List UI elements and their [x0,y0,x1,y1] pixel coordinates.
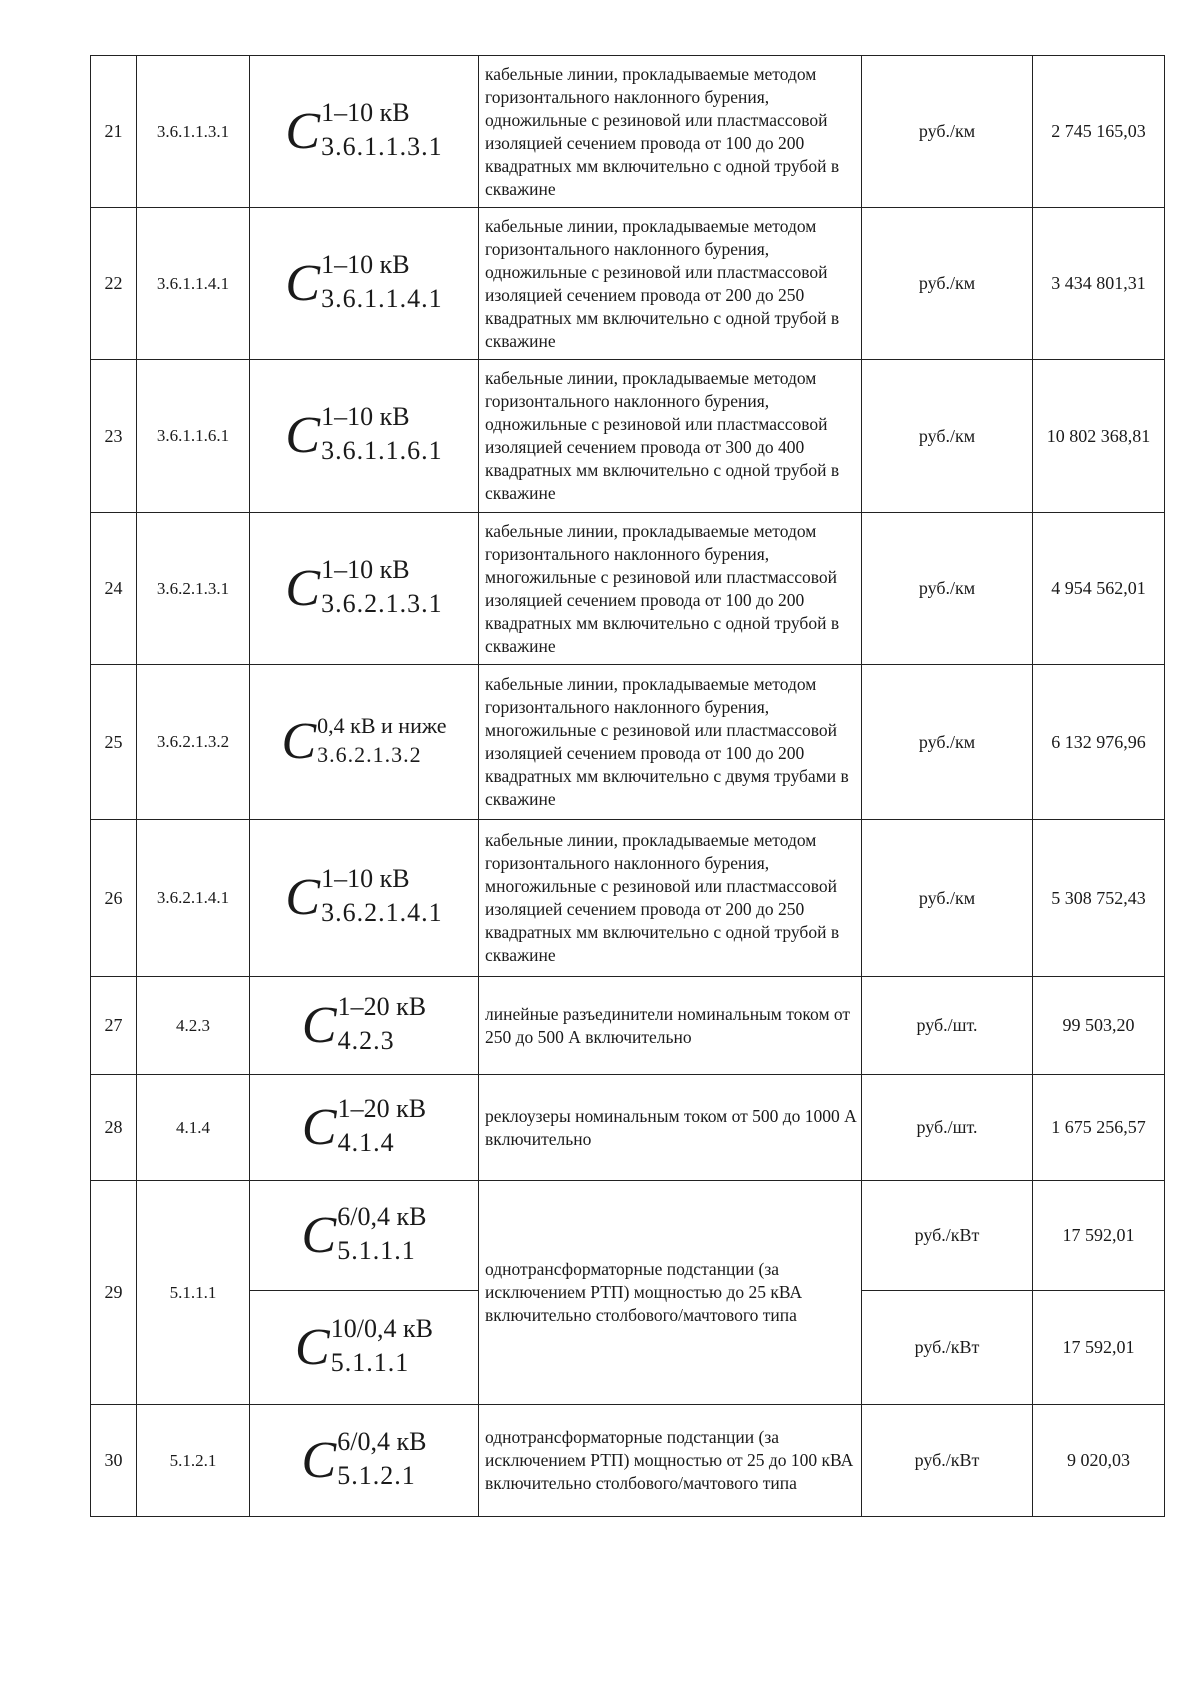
formula-superscript: 0,4 кВ и ниже [317,713,447,738]
unit: руб./км [862,56,1033,208]
row-number: 21 [91,56,137,208]
rate-formula [250,1075,479,1181]
price: 4 954 562,01 [1033,513,1165,665]
price: 5 308 752,43 [1033,820,1165,977]
table-row [91,360,1165,513]
row-number: 29 [91,1181,137,1405]
unit: руб./шт. [862,977,1033,1075]
price: 6 132 976,96 [1033,665,1165,820]
unit: руб./км [862,665,1033,820]
row-number: 22 [91,208,137,360]
unit: руб./кВт [862,1291,1033,1405]
table-row [91,1181,1165,1291]
unit: руб./км [862,360,1033,513]
formula-letter: C [301,996,337,1054]
formula-superscript: 6/0,4 кВ [337,1426,427,1456]
row-number: 28 [91,1075,137,1181]
description: кабельные линии, прокладываемые методом горизонтального наклонного бурения, одножильные с резиновой или пластмассовой изоляцией сечением провода от 300 до 400 квадратных мм включительно с одной трубой в скважине [479,360,862,513]
rate-formula [250,513,479,665]
description: однотрансформаторные подстанции (за исключением РТП) мощностью до 25 кВА включительно столбового/мачтового типа [479,1181,862,1405]
formula-letter: C [301,1206,337,1264]
unit: руб./кВт [862,1405,1033,1517]
table-row [91,56,1165,208]
formula-superscript: 1–10 кВ [321,97,410,127]
rate-code: 4.2.3 [137,977,250,1075]
rate-formula [250,977,479,1075]
formula-letter: C [285,102,321,160]
rate-code: 3.6.2.1.3.2 [137,665,250,820]
formula-subscript: 3.6.2.1.3.2 [317,742,422,767]
table-row [91,820,1165,977]
description: реклоузеры номинальным током от 500 до 1000 А включительно [479,1075,862,1181]
row-number: 24 [91,513,137,665]
table-row [91,208,1165,360]
rate-code: 5.1.2.1 [137,1405,250,1517]
formula-subscript: 3.6.2.1.4.1 [321,898,443,927]
rate-formula [250,820,479,977]
formula-subscript: 5.1.1.1 [337,1235,416,1265]
formula-superscript: 6/0,4 кВ [337,1201,427,1231]
row-number: 23 [91,360,137,513]
table-row [91,665,1165,820]
formula-superscript: 1–10 кВ [321,402,410,431]
formula-superscript: 1–20 кВ [337,991,427,1021]
price: 17 592,01 [1033,1291,1165,1405]
rate-formula [250,1405,479,1517]
rate-code: 5.1.1.1 [137,1181,250,1405]
unit: руб./км [862,820,1033,977]
formula-subscript: 3.6.2.1.3.1 [321,588,443,618]
formula-letter: C [285,559,321,617]
price: 3 434 801,31 [1033,208,1165,360]
formula-superscript: 1–10 кВ [321,554,410,584]
rate-formula [250,665,479,820]
formula-letter: C [285,869,321,926]
description: кабельные линии, прокладываемые методом горизонтального наклонного бурения, многожильные с резиновой или пластмассовой изоляцией сечением провода от 100 до 200 квадратных мм включительно с двумя трубами в скважине [479,665,862,820]
formula-letter: C [301,1431,337,1489]
price: 17 592,01 [1033,1181,1165,1291]
formula-letter: C [301,1098,337,1156]
row-number: 26 [91,820,137,977]
formula-superscript: 1–10 кВ [321,864,410,893]
table-row [91,1075,1165,1181]
description: кабельные линии, прокладываемые методом горизонтального наклонного бурения, многожильные с резиновой или пластмассовой изоляцией сечением провода от 200 до 250 квадратных мм включительно с одной трубой в скважине [479,820,862,977]
rate-formula [250,208,479,360]
rate-formula [250,56,479,208]
formula-subscript: 3.6.1.1.3.1 [321,131,443,161]
description: кабельные линии, прокладываемые методом горизонтального наклонного бурения, одножильные с резиновой или пластмассовой изоляцией сечением провода от 100 до 200 квадратных мм включительно с одной трубой в скважине [479,56,862,208]
rate-code: 3.6.2.1.3.1 [137,513,250,665]
formula-letter: C [285,407,321,464]
tariff-table-body [91,56,1165,1517]
formula-subscript: 5.1.2.1 [337,1460,416,1490]
unit: руб./км [862,513,1033,665]
price: 2 745 165,03 [1033,56,1165,208]
unit: руб./шт. [862,1075,1033,1181]
formula-subscript: 4.2.3 [337,1025,395,1055]
formula-subscript: 3.6.1.1.4.1 [321,283,443,313]
formula-subscript: 3.6.1.1.6.1 [321,436,443,465]
rate-code: 4.1.4 [137,1075,250,1181]
description: кабельные линии, прокладываемые методом горизонтального наклонного бурения, многожильные с резиновой или пластмассовой изоляцией сечением провода от 100 до 200 квадратных мм включительно с одной трубой в скважине [479,513,862,665]
description: кабельные линии, прокладываемые методом горизонтального наклонного бурения, одножильные с резиновой или пластмассовой изоляцией сечением провода от 200 до 250 квадратных мм включительно с одной трубой в скважине [479,208,862,360]
rate-formula [250,1181,479,1291]
description: линейные разъединители номинальным током от 250 до 500 А включительно [479,977,862,1075]
row-number: 25 [91,665,137,820]
formula-superscript: 1–10 кВ [321,249,410,279]
formula-subscript: 4.1.4 [337,1127,395,1157]
formula-superscript: 10/0,4 кВ [330,1313,433,1343]
rate-code: 3.6.1.1.4.1 [137,208,250,360]
formula-letter: C [285,254,321,312]
rate-code: 3.6.1.1.6.1 [137,360,250,513]
unit: руб./км [862,208,1033,360]
row-number: 27 [91,977,137,1075]
table-row [91,977,1165,1075]
price: 9 020,03 [1033,1405,1165,1517]
formula-letter: C [281,713,317,770]
formula-letter: C [295,1318,330,1376]
description: однотрансформаторные подстанции (за исключением РТП) мощностью от 25 до 100 кВА включительно столбового/мачтового типа [479,1405,862,1517]
price: 10 802 368,81 [1033,360,1165,513]
rate-code: 3.6.1.1.3.1 [137,56,250,208]
formula-subscript: 5.1.1.1 [330,1347,410,1377]
price: 1 675 256,57 [1033,1075,1165,1181]
formula-superscript: 1–20 кВ [337,1093,427,1123]
rate-formula [250,1291,479,1405]
rate-formula [250,360,479,513]
rate-code: 3.6.2.1.4.1 [137,820,250,977]
table-row [91,513,1165,665]
tariff-table [90,55,1165,1517]
table-row [91,1405,1165,1517]
price: 99 503,20 [1033,977,1165,1075]
row-number: 30 [91,1405,137,1517]
unit: руб./кВт [862,1181,1033,1291]
